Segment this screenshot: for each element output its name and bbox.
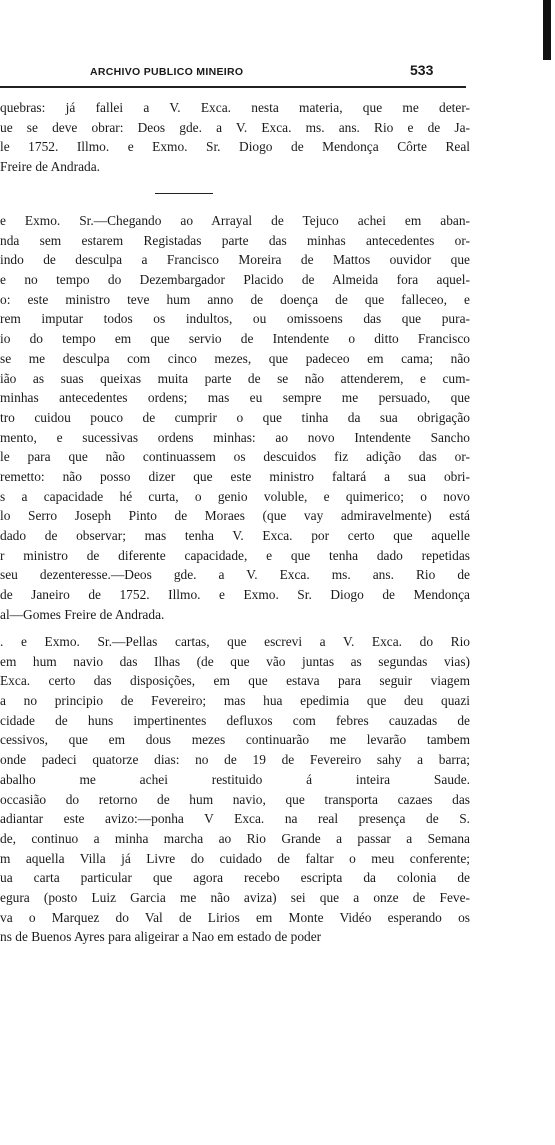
text-line: tro cuidou pouco de cumprir o que tinha da sua obrigação — [0, 409, 470, 425]
text-line: cidade de huns impertinentes defluxos com febres cauzadas de — [0, 712, 470, 728]
scan-edge-mark — [543, 0, 551, 60]
text-line: ns de Buenos Ayres para aligeirar a Nao em estado de poder — [0, 929, 322, 945]
text-line: nda sem estarem Registadas parte das minhas antecedentes or- — [0, 232, 470, 248]
text-line: seu dezenteresse.—Deos gde. a V. Exca. ms. ans. Rio de — [0, 567, 470, 583]
text-line: le 1752. Illmo. e Exmo. Sr. Diogo de Mendonça Côrte Real — [0, 139, 470, 155]
header-rule — [0, 86, 466, 88]
text-line: o: este ministro teve hum anno de doença de que falleceo, e — [0, 291, 470, 307]
text-line: e Exmo. Sr.—Chegando ao Arrayal de Tejuco achei em aban- — [0, 213, 470, 228]
paragraph-2 — [0, 211, 470, 624]
text-line: e no tempo do Dezembargador Placido de Almeida fora aquel- — [0, 272, 470, 288]
page-number: 533 — [410, 62, 434, 78]
text-line: r ministro de diferente capacidade, e que tenha dado repetidas — [0, 547, 470, 563]
text-line: ue se deve obrar: Deos gde. a V. Exca. ms. ans. Rio e de Ja- — [0, 119, 470, 135]
text-line: mento, e sucessivas ordens minhas: ao novo Intendente Sancho — [0, 429, 470, 445]
text-line: . e Exmo. Sr.—Pellas cartas, que escrevi a V. Exca. do Rio — [0, 634, 470, 649]
text-line: abalho me achei restituido á inteira Saude. — [0, 771, 470, 787]
paragraph-1 — [0, 98, 470, 177]
text-line: occasião do retorno de hum navio, que transporta cazaes das — [0, 791, 470, 807]
text-line: ião as suas queixas muita parte de se não attenderem, e cum- — [0, 370, 470, 386]
text-line: minhas antecedentes ordens; mas eu sempre me persuado, que — [0, 390, 470, 406]
text-line: le para que não continuassem os descuidos fiz adição das or- — [0, 449, 470, 465]
text-line: io do tempo em que servio de Intendente o ditto Francisco — [0, 331, 470, 347]
text-line: va o Marquez do Val de Lirios em Monte Vidéo esperando os — [0, 909, 470, 925]
text-line: cessivos, que em dous mezes continuarão me levarão tambem — [0, 732, 470, 748]
text-line: al—Gomes Freire de Andrada. — [0, 606, 165, 622]
text-line: rem imputar todos os indultos, ou omissoens das que pura- — [0, 311, 470, 327]
paragraph-3 — [0, 632, 470, 947]
text-line: Freire de Andrada. — [0, 159, 101, 175]
text-line: em hum navio das Ilhas (de que vão juntas as segundas vias) — [0, 653, 470, 669]
text-line: lo Serro Joseph Pinto de Moraes (que vay admiravelmente) está — [0, 508, 470, 524]
page-header — [0, 58, 470, 80]
text-line: onde padeci quatorze dias: no de 19 de Fevereiro sahy a barra; — [0, 752, 470, 768]
text-line: de Janeiro de 1752. Illmo. e Exmo. Sr. Diogo de Mendonça — [0, 587, 470, 603]
text-line: Exca. certo das disposições, em que estava para seguir viagem — [0, 673, 470, 689]
text-line: se me desculpa com cinco mezes, que padeceo em cama; não — [0, 350, 470, 366]
text-line: adiantar este avizo:—ponha V Exca. na real presença de S. — [0, 811, 470, 827]
text-line: quebras: já fallei a V. Exca. nesta materia, que me deter- — [0, 100, 470, 115]
text-line: ua carta particular que agora recebo escripta da colonia de — [0, 870, 470, 886]
text-line: s a capacidade hé curta, o genio voluble, e quimerico; o novo — [0, 488, 470, 504]
text-line: de, continuo a minha marcha ao Rio Grande a passar a Semana — [0, 830, 470, 846]
text-line: egura (posto Luiz Garcia me não aviza) sei que a onze de Feve- — [0, 889, 470, 905]
text-line: a no principio de Fevereiro; mas hua epedimia que deu quazi — [0, 693, 470, 709]
text-line: indo de desculpa a Francisco Moreira de Mattos ouvidor que — [0, 252, 470, 268]
text-line: dado de observar; mas tenha V. Exca. por certo que aquelle — [0, 528, 470, 543]
separator-rule — [155, 193, 213, 194]
text-line: remetto: não posso dizer que este ministro faltará a sua obri- — [0, 468, 470, 484]
running-head: ARCHIVO PUBLICO MINEIRO — [90, 66, 244, 78]
text-line: m aquella Villa já Livre do cuidado de faltar o meu conferente; — [0, 850, 470, 866]
